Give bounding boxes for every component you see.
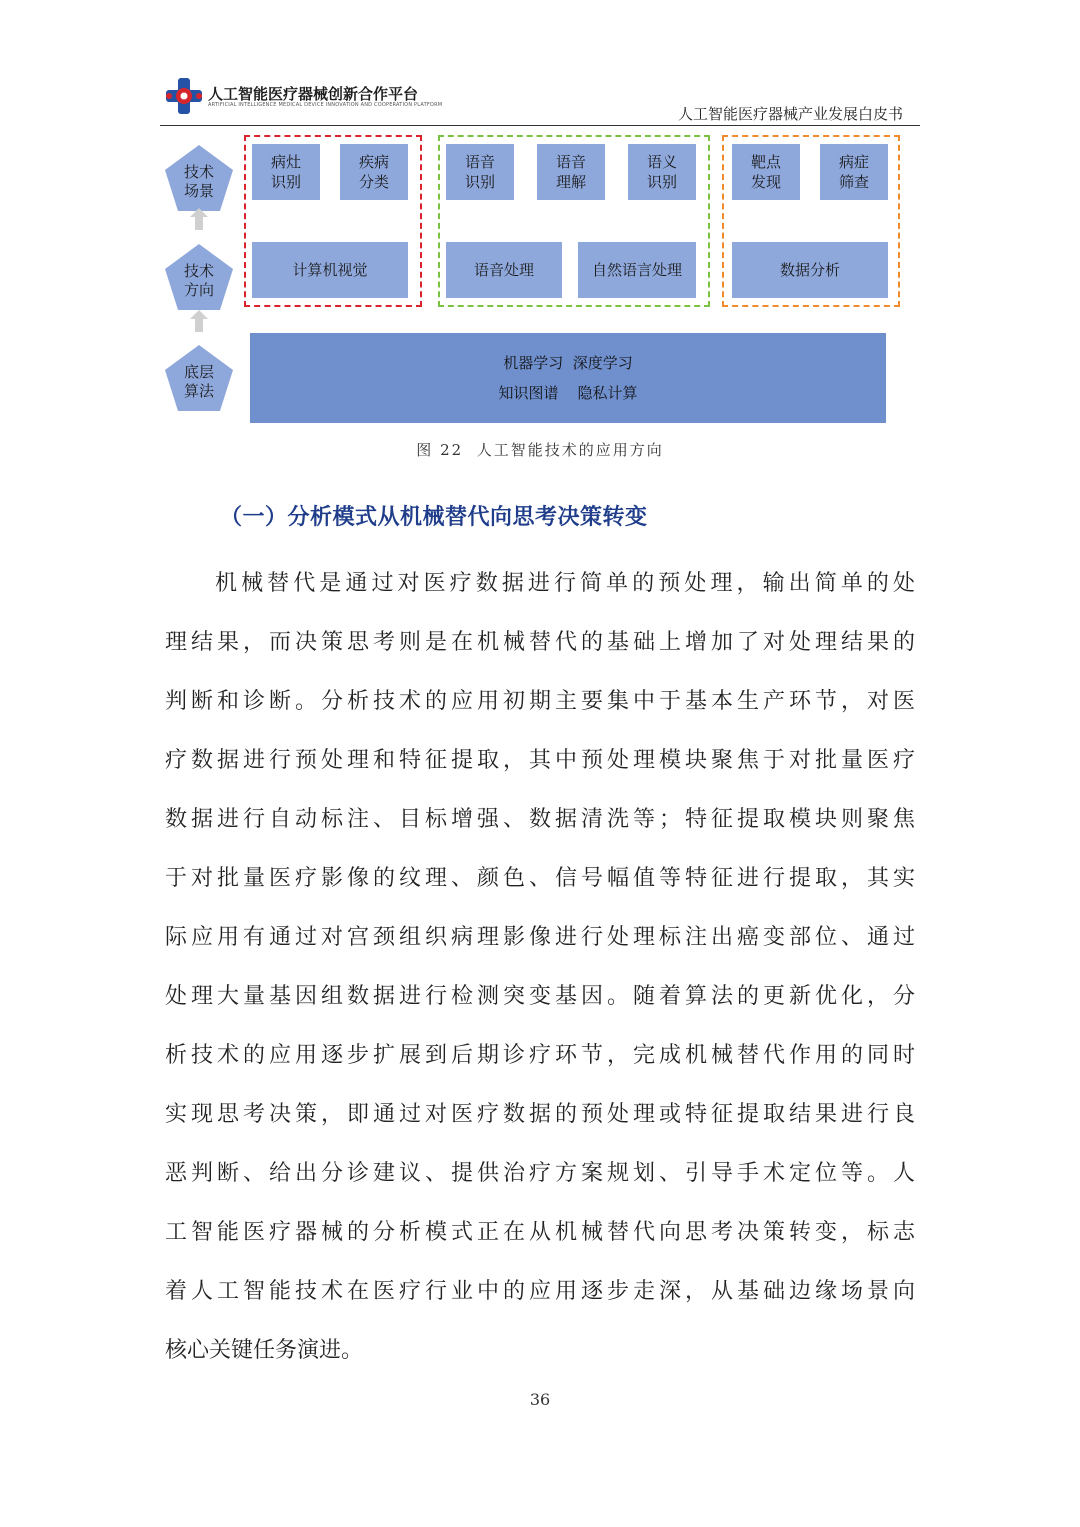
paragraph-line: 疗数据进行预处理和特征提取，其中预处理模块聚焦于对批量医疗 <box>165 748 915 773</box>
page-number: 36 <box>529 1390 551 1409</box>
level-label-line2: 场景 <box>183 182 214 200</box>
header-divider <box>160 125 920 126</box>
level-label-line2: 算法 <box>183 382 214 400</box>
direction-box: 计算机视觉 <box>252 242 408 298</box>
paragraph-line: 数据进行自动标注、目标增强、数据清洗等；特征提取模块则聚焦 <box>165 807 915 832</box>
body-paragraph <box>165 562 915 1388</box>
paragraph-line: 恶判断、给出分诊建议、提供治疗方案规划、引导手术定位等。人 <box>165 1161 915 1186</box>
scene-box: 语音 识别 <box>446 144 514 200</box>
paragraph-line: 实现思考决策，即通过对医疗数据的预处理或特征提取结果进行良 <box>165 1102 915 1127</box>
document-title: 人工智能医疗器械产业发展白皮书 <box>677 105 903 123</box>
direction-box: 自然语言处理 <box>578 242 696 298</box>
level-label-line1: 技术 <box>183 262 214 280</box>
level-label-line1: 底层 <box>183 363 214 381</box>
section-title: （一）分析模式从机械替代向思考决策转变 <box>220 505 648 530</box>
scene-box: 疾病 分类 <box>340 144 408 200</box>
scene-box: 语义 识别 <box>628 144 696 200</box>
paragraph-line: 判断和诊断。分析技术的应用初期主要集中于基本生产环节，对医 <box>165 689 915 714</box>
org-name: 人工智能医疗器械创新合作平台 <box>208 85 419 103</box>
level-label-line2: 方向 <box>183 281 214 299</box>
paragraph-line: 机械替代是通过对医疗数据进行简单的预处理，输出简单的处 <box>215 571 915 596</box>
paragraph-line: 着人工智能技术在医疗行业中的应用逐步走深，从基础边缘场景向 <box>165 1279 915 1304</box>
scene-box: 病症 筛查 <box>820 144 888 200</box>
medical-cross-logo-icon <box>163 76 205 116</box>
org-subtitle: ARTIFICIAL INTELLIGENCE MEDICAL DEVICE INNOVATION AND COOPERATION PLATFORM <box>208 102 443 108</box>
figure-caption: 图 22 人工智能技术的应用方向 <box>416 441 664 459</box>
level-pentagon-scene <box>163 143 235 215</box>
level-pentagon-algorithm <box>163 343 235 415</box>
paragraph-line: 处理大量基因组数据进行检测突变基因。随着算法的更新优化，分 <box>165 984 915 1009</box>
scene-box: 靶点 发现 <box>732 144 800 200</box>
paragraph-line: 核心关键任务演进。 <box>165 1338 364 1363</box>
paragraph-line: 析技术的应用逐步扩展到后期诊疗环节，完成机械替代作用的同时 <box>165 1043 915 1068</box>
base-algorithm-box <box>250 333 886 423</box>
scene-box: 语音 理解 <box>537 144 605 200</box>
direction-box: 语音处理 <box>446 242 562 298</box>
paragraph-line: 于对批量医疗影像的纹理、颜色、信号幅值等特征进行提取，其实 <box>165 866 915 891</box>
up-arrow-icon <box>190 208 208 230</box>
paragraph-line: 工智能医疗器械的分析模式正在从机械替代向思考决策转变，标志 <box>165 1220 915 1245</box>
paragraph-line: 际应用有通过对宫颈组织病理影像进行处理标注出癌变部位、通过 <box>165 925 915 950</box>
scene-box: 病灶 识别 <box>252 144 320 200</box>
direction-box: 数据分析 <box>732 242 888 298</box>
paragraph-line: 理结果，而决策思考则是在机械替代的基础上增加了对处理结果的 <box>165 630 915 655</box>
level-label-line1: 技术 <box>183 163 214 181</box>
level-pentagon-direction <box>163 242 235 314</box>
base-algorithm-line: 机器学习 深度学习 <box>503 354 633 372</box>
base-algorithm-line: 知识图谱 隐私计算 <box>498 384 638 402</box>
up-arrow-icon <box>190 310 208 332</box>
